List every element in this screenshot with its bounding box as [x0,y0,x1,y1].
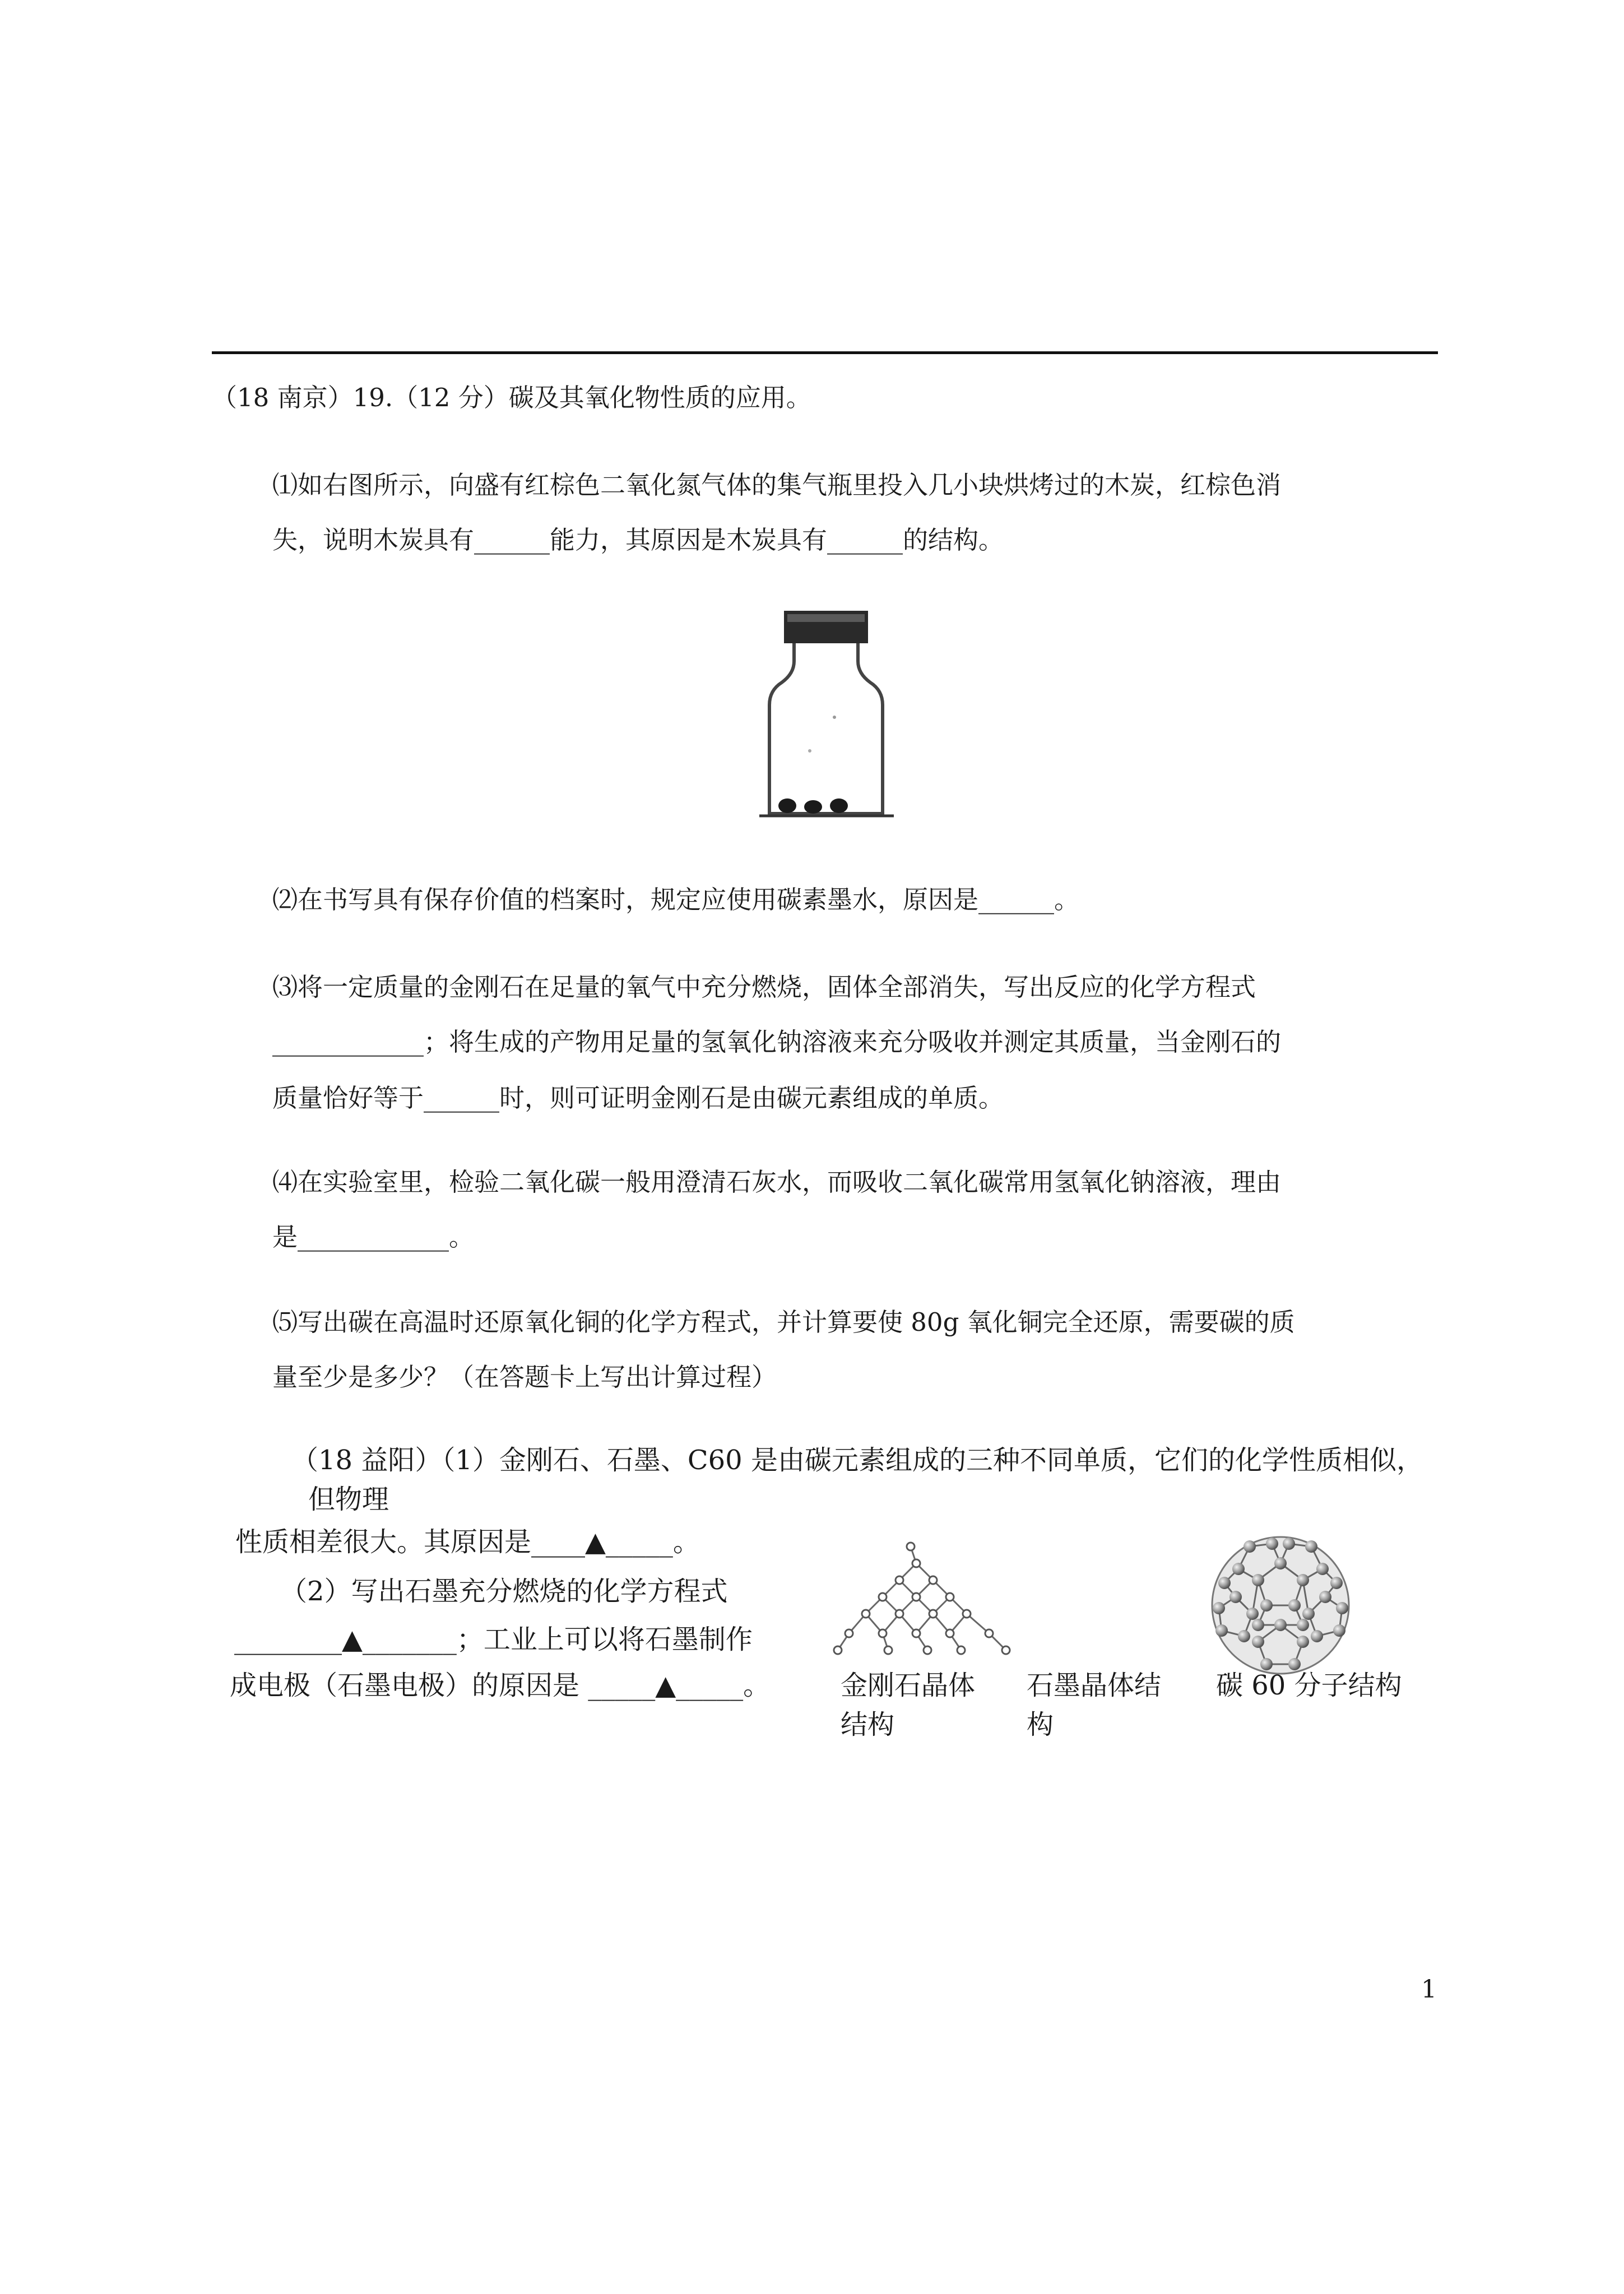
q4-line-1: ⑷在实验室里，检验二氧化碳一般用澄清石灰水，而吸收二氧化碳常用氢氧化钠溶液，理由 [272,1167,1282,1197]
graphite-caption-line-1: 石墨晶体结 [1027,1670,1162,1701]
q3-line-2: ____________；将生成的产物用足量的氢氧化钠溶液来充分吸收并测定其质量，当金刚石的 [272,1027,1282,1057]
c60-caption: 碳 60 分子结构 [1216,1670,1402,1701]
yiyang-line-1: （18 益阳）（1）金刚石、石墨、C60 是由碳元素组成的三种不同单质，它们的化学性质相似， [291,1445,1423,1476]
q5-line-1: ⑸写出碳在高温时还原氧化铜的化学方程式，并计算要使 80g 氧化铜完全还原，需要碳的质 [272,1307,1295,1337]
q3-line-1: ⑶将一定质量的金刚石在足量的氧气中充分燃烧，固体全部消失，写出反应的化学方程式 [272,972,1256,1002]
page-number: 1 [1421,1975,1437,2004]
diamond-caption-line-1: 金刚石晶体 [841,1670,976,1701]
charcoal-piece [830,798,848,813]
q3-line-3: 质量恰好等于______时，则可证明金刚石是由碳元素组成的单质。 [272,1083,1004,1113]
diamond-structure-illustration [832,1535,1017,1664]
charcoal-piece [778,798,796,813]
yiyang-line-6: 成电极（石墨电极）的原因是 _____▲_____。 [230,1670,771,1701]
question-title: （18 南京）19.（12 分）碳及其氧化物性质的应用。 [212,383,811,412]
q1-line-1: ⑴如右图所示，向盛有红棕色二氧化氮气体的集气瓶里投入几小块烘烤过的木炭，红棕色消 [272,470,1282,500]
yiyang-line-4: （2）写出石墨充分燃烧的化学方程式 [280,1576,728,1607]
q2-line: ⑵在书写具有保存价值的档案时，规定应使用碳素墨水，原因是______。 [272,885,1080,914]
q5-line-2: 量至少是多少？（在答题卡上写出计算过程） [272,1362,777,1392]
gas-jar-illustration [759,605,916,829]
c60-molecule-illustration [1205,1530,1356,1681]
graphite-caption-line-2: 构 [1027,1709,1054,1740]
jar-body [769,643,883,814]
yiyang-line-5: ________▲_______；工业上可以将石墨制作 [234,1624,753,1655]
q1-line-2: 失，说明木炭具有______能力，其原因是木炭具有______的结构。 [272,525,1004,555]
header-rule [212,351,1438,354]
charcoal-piece [804,800,822,814]
q4-line-2: 是____________。 [272,1222,475,1252]
yiyang-line-3: 性质相差很大。其原因是____▲_____。 [235,1526,700,1558]
yiyang-line-2: 但物理 [308,1484,389,1515]
diamond-caption-line-2: 结构 [841,1709,895,1740]
